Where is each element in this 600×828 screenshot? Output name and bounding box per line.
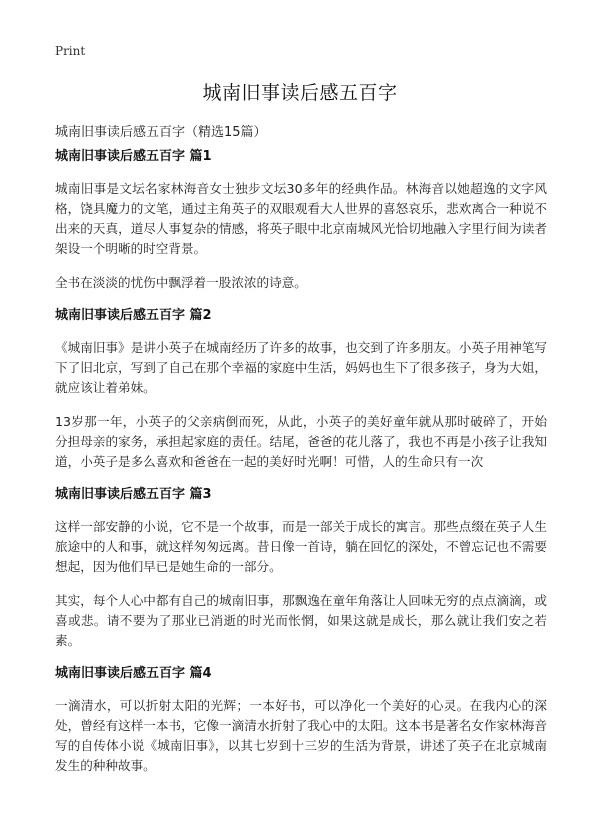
section-1 bbox=[55, 148, 547, 293]
paragraph: 其实，每个人心中都有自己的城南旧事，那飘逸在童年角落让人回味无穷的点点滴滴，或喜或悲。请不要为了那业已消逝的时光而怅惘，如果这就是成长，那么就让我们安之若素。 bbox=[55, 593, 547, 648]
section-heading: 城南旧事读后感五百字 篇1 bbox=[55, 149, 212, 164]
paragraph: 《城南旧事》是讲小英子在城南经历了许多的故事，也交到了许多朋友。小英子用神笔写下了旧北京，写到了自己在那个幸福的家庭中生活，妈妈也生下了很多孩子，身为大姐，就应该让着弟妹。 bbox=[55, 340, 547, 395]
print-link[interactable]: Print bbox=[55, 44, 86, 58]
section-heading: 城南旧事读后感五百字 篇2 bbox=[55, 308, 212, 323]
section-3 bbox=[55, 486, 547, 651]
section-heading: 城南旧事读后感五百字 篇4 bbox=[55, 666, 212, 681]
section-4 bbox=[55, 665, 547, 776]
section-heading: 城南旧事读后感五百字 篇3 bbox=[55, 487, 212, 502]
paragraph: 一滴清水，可以折射太阳的光辉；一本好书，可以净化一个美好的心灵。在我内心的深处，曾经有这样一本书，它像一滴清水折射了我心中的太阳。这本书是著名女作家林海音写的自传体小说《城南旧事》，以其七岁到十三岁的生活为背景，讲述了英子在北京城南发生的种种故事。 bbox=[55, 698, 547, 773]
document-subtitle: 城南旧事读后感五百字（精选15篇） bbox=[55, 125, 267, 140]
paragraph: 全书在淡淡的忧伤中飘浮着一股浓浓的诗意。 bbox=[55, 275, 307, 290]
paragraph: 这样一部安静的小说，它不是一个故事，而是一部关于成长的寓言。那些点缀在英子人生旅途中的人和事，就这样匆匆远离。昔日像一首诗，躺在回忆的深处，不曾忘记也不需要想起，因为他们早已是她生命的一部分。 bbox=[55, 519, 547, 574]
section-2 bbox=[55, 307, 547, 472]
paragraph: 13岁那一年，小英子的父亲病倒而死，从此，小英子的美好童年就从那时破碎了，开始分担母亲的家务，承担起家庭的责任。结尾，爸爸的花儿落了，我也不再是小孩子让我知道，小英子是多么喜欢和爸爸在一起的美好时光啊！可惜，人的生命只有一次 bbox=[55, 414, 547, 469]
article-body bbox=[55, 148, 547, 790]
paragraph: 城南旧事是文坛名家林海音女士独步文坛30多年的经典作品。林海音以她超逸的文字风格，饶具魔力的文笔，通过主角英子的双眼观看大人世界的喜怒哀乐，悲欢离合一种说不出来的天真，道尽人事复杂的情感，将英子眼中北京南城风光恰切地融入字里行间为读者架设一个明晰的时空背景。 bbox=[55, 181, 547, 256]
page-title: 城南旧事读后感五百字 bbox=[202, 82, 398, 104]
